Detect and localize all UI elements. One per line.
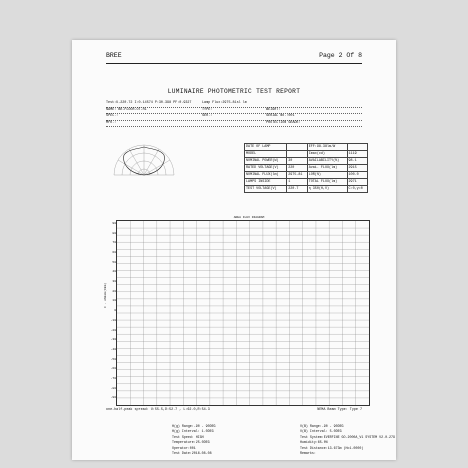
summary-cell: DATE OF LAMP — [245, 144, 287, 151]
summary-cell: MODEL — [245, 151, 287, 158]
half-peak-spread: one-half-peak spread: U:55.5,D:52.7 , L:62.0,R:54.3 — [106, 408, 210, 412]
summary-cell: TEST VOLTAGE(V) — [245, 186, 287, 193]
info-row — [106, 101, 362, 108]
summary-cell: RATED VOLTAGE(V) — [245, 165, 287, 172]
summary-cell: TOTAL FLUX(lm) — [307, 179, 347, 186]
info-cell: PROTECTION GRADE: — [266, 120, 301, 125]
header-brand: BREE — [106, 52, 122, 59]
summary-cell: 2971 — [347, 179, 368, 186]
grid-lines — [117, 221, 369, 405]
angle-label: 50 — [112, 260, 116, 264]
y-axis-label: C - ANGLE(DEG) — [104, 282, 107, 308]
summary-cell — [287, 151, 307, 158]
angle-label: 80 — [112, 231, 116, 235]
info-cell: SERIAL No.:001 — [266, 114, 295, 119]
summary-cell: NOMINAL FLUX(lm) — [245, 172, 287, 179]
test-params-left — [172, 424, 292, 456]
summary-cell: Imax(cd) — [307, 151, 347, 158]
param-line: H(g) Range:-90 - 90DEG — [172, 424, 216, 428]
param-line: V(B) Interval: 5.0DEG — [300, 429, 342, 434]
param-line: H(g) Interval: 1.0DEG — [172, 429, 214, 434]
summary-row — [245, 151, 368, 158]
page-number: Page 2 Of 8 — [319, 52, 362, 59]
param-line: Test Speed: HIGH — [172, 434, 204, 439]
info-row — [106, 121, 362, 128]
grid-title: AREA FLUX DIAGRAM — [233, 216, 265, 219]
angle-label: 90 — [112, 222, 116, 225]
angle-label: -20 — [110, 328, 116, 332]
info-cell: Test:U-220.72 I:0.14574 P:30.398 PF:0.9327 — [106, 101, 192, 105]
angle-label: -60 — [110, 367, 116, 371]
param-line: Test Distance:13.673m (Hc1.0000) — [300, 445, 364, 450]
summary-table — [244, 143, 368, 193]
angle-label: -40 — [110, 347, 116, 351]
test-params-right — [300, 424, 400, 456]
info-cell: SPEC.: — [106, 114, 119, 119]
angle-label: -70 — [110, 376, 116, 380]
info-row — [106, 108, 362, 115]
angle-label: 20 — [112, 289, 116, 293]
summary-cell — [347, 144, 368, 151]
param-line: Test System:EVERFINE GO-2000A_V1 SYSTEM V2.0.279 — [300, 434, 395, 439]
angle-label: 60 — [112, 251, 116, 255]
summary-row — [245, 144, 368, 151]
info-cell: NAME: BR-FLOOR-OT-HL — [106, 107, 147, 112]
page-header — [106, 52, 362, 62]
param-line: Humidity:65.0% — [300, 440, 328, 445]
summary-row — [245, 186, 368, 193]
beam-type: NEMA Beam Type: Type 7 — [317, 408, 362, 412]
summary-cell: 100.0 — [347, 172, 368, 179]
summary-cell: 1119 — [347, 151, 368, 158]
summary-cell: 2915 — [347, 165, 368, 172]
summary-cell: 2975.81 — [287, 172, 307, 179]
info-cell: SER.: — [202, 114, 213, 119]
report-page — [72, 40, 396, 460]
summary-cell: 1 — [287, 179, 307, 186]
angle-label: -50 — [110, 357, 116, 361]
summary-row — [245, 165, 368, 172]
summary-cell: LAMPS INSIDE — [245, 179, 287, 186]
angle-labels — [105, 221, 117, 405]
angle-label: -80 — [110, 386, 116, 390]
angle-label: -30 — [110, 338, 116, 342]
summary-cell: C:0,γ=0 — [347, 186, 368, 193]
info-cell: Lamp Flux:2975.81sl lm — [202, 101, 247, 105]
summary-cell: η 350(H,V) — [307, 186, 347, 193]
summary-cell: 220 — [287, 165, 307, 172]
angle-label: 10 — [112, 299, 116, 303]
param-line: V(B) Range:-90 - 90DEG — [300, 424, 344, 428]
polar-curve-diagram — [108, 143, 180, 207]
summary-row — [245, 158, 368, 165]
summary-cell: 30 — [287, 158, 307, 165]
info-cell: MFR.: — [106, 120, 117, 125]
summary-cell: EFF:98.38lm/W — [307, 144, 347, 151]
intensity-grid — [110, 220, 370, 406]
param-line: Remarks: — [300, 451, 316, 456]
angle-label: 30 — [112, 280, 116, 284]
summary-cell: 98.1 — [347, 158, 368, 165]
angle-label: 0 — [114, 309, 116, 313]
summary-cell: AVAILABILITY(%) — [307, 158, 347, 165]
summary-cell: Avai. FLUX(lm) — [307, 165, 347, 172]
angle-label: 70 — [112, 241, 116, 245]
header-divider — [106, 63, 362, 64]
info-cell: TYPE: — [202, 107, 213, 112]
report-title: LUMINAIRE PHOTOMETRIC TEST REPORT — [167, 88, 301, 95]
angle-label: 40 — [112, 270, 116, 274]
summary-row — [245, 179, 368, 186]
summary-cell: LOR(%) — [307, 172, 347, 179]
info-cell: WEIGHT: — [266, 107, 281, 112]
param-line: Operator:001 — [172, 445, 196, 450]
summary-row — [245, 172, 368, 179]
param-line: Test Date:2016-08-08 — [172, 451, 212, 456]
info-block — [106, 101, 362, 127]
param-line: Temperature:25.0DEG — [172, 440, 210, 445]
angle-label: -90 — [110, 396, 116, 400]
summary-cell: NOMINAL POWER(W) — [245, 158, 287, 165]
spread-line — [106, 408, 362, 412]
angle-label: -10 — [110, 318, 116, 322]
info-row — [106, 114, 362, 121]
summary-cell: 220.7 — [287, 186, 307, 193]
summary-cell — [287, 144, 307, 151]
